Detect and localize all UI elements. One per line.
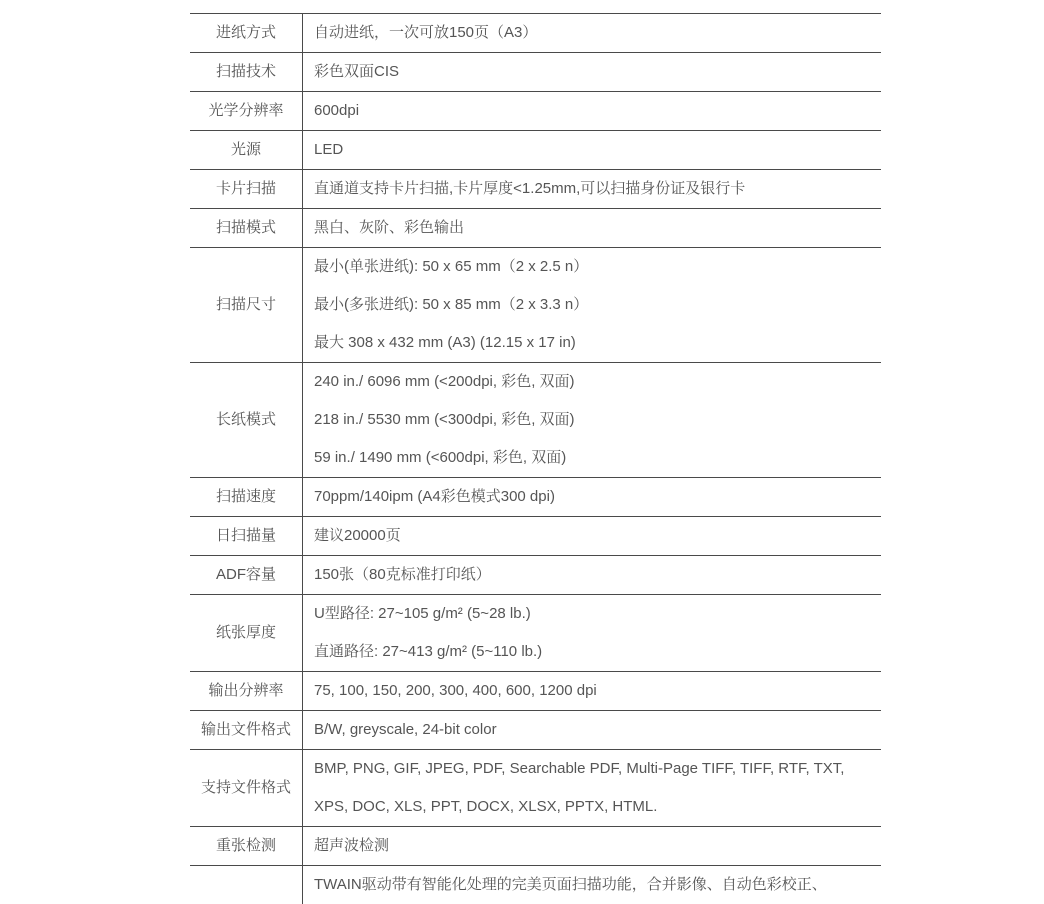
spec-value-line: 75, 100, 150, 200, 300, 400, 600, 1200 dpi bbox=[314, 672, 881, 710]
spec-label: 纸张厚度 bbox=[190, 595, 303, 672]
spec-value-line: 最小(多张进纸): 50 x 85 mm（2 x 3.3 n） bbox=[314, 286, 881, 324]
spec-value bbox=[303, 209, 882, 248]
spec-row bbox=[190, 14, 881, 53]
spec-value bbox=[303, 363, 882, 478]
spec-label: 扫描模式 bbox=[190, 209, 303, 248]
spec-value-line: 彩色双面CIS bbox=[314, 53, 881, 91]
spec-label: 输出分辨率 bbox=[190, 672, 303, 711]
spec-value-line: BMP, PNG, GIF, JPEG, PDF, Searchable PDF, Multi-Page TIFF, TIFF, RTF, TXT, bbox=[314, 750, 881, 788]
spec-value-line: 黑白、灰阶、彩色输出 bbox=[314, 209, 881, 247]
spec-value bbox=[303, 517, 882, 556]
spec-label bbox=[190, 866, 303, 904]
spec-value bbox=[303, 92, 882, 131]
spec-value-line: 自动进纸，一次可放150页（A3） bbox=[314, 14, 881, 52]
spec-label: ADF容量 bbox=[190, 556, 303, 595]
spec-row bbox=[190, 209, 881, 248]
spec-row bbox=[190, 672, 881, 711]
spec-value bbox=[303, 595, 882, 672]
spec-value-line: 150张（80克标准打印纸） bbox=[314, 556, 881, 594]
spec-value-line: B/W, greyscale, 24-bit color bbox=[314, 711, 881, 749]
spec-label: 扫描速度 bbox=[190, 478, 303, 517]
spec-row bbox=[190, 131, 881, 170]
spec-value-line: XPS, DOC, XLS, PPT, DOCX, XLSX, PPTX, HTML. bbox=[314, 788, 881, 826]
spec-table-body bbox=[190, 14, 881, 904]
spec-label: 支持文件格式 bbox=[190, 750, 303, 827]
spec-label: 扫描尺寸 bbox=[190, 248, 303, 363]
spec-row bbox=[190, 556, 881, 595]
spec-row bbox=[190, 517, 881, 556]
spec-row bbox=[190, 866, 881, 904]
spec-row bbox=[190, 170, 881, 209]
spec-row bbox=[190, 363, 881, 478]
spec-label: 卡片扫描 bbox=[190, 170, 303, 209]
spec-value bbox=[303, 14, 882, 53]
spec-row bbox=[190, 750, 881, 827]
spec-value-line: 59 in./ 1490 mm (<600dpi, 彩色, 双面) bbox=[314, 439, 881, 477]
spec-value-line: 直通路径: 27~413 g/m² (5~110 lb.) bbox=[314, 633, 881, 671]
spec-row bbox=[190, 53, 881, 92]
spec-row bbox=[190, 478, 881, 517]
spec-label: 重张检测 bbox=[190, 827, 303, 866]
spec-value-line: LED bbox=[314, 131, 881, 169]
spec-value-line: 建议20000页 bbox=[314, 517, 881, 555]
spec-value-line: 最大 308 x 432 mm (A3) (12.15 x 17 in) bbox=[314, 324, 881, 362]
spec-value bbox=[303, 750, 882, 827]
spec-label: 光源 bbox=[190, 131, 303, 170]
spec-value-line: 超声波检测 bbox=[314, 827, 881, 865]
spec-value-line: 240 in./ 6096 mm (<200dpi, 彩色, 双面) bbox=[314, 363, 881, 401]
spec-value-line: 218 in./ 5530 mm (<300dpi, 彩色, 双面) bbox=[314, 401, 881, 439]
spec-label: 扫描技术 bbox=[190, 53, 303, 92]
spec-label: 进纸方式 bbox=[190, 14, 303, 53]
spec-label: 输出文件格式 bbox=[190, 711, 303, 750]
spec-value-line: TWAIN驱动带有智能化处理的完美页面扫描功能，合并影像、自动色彩校正、 bbox=[314, 866, 881, 904]
spec-table bbox=[190, 13, 881, 904]
spec-value bbox=[303, 866, 882, 904]
spec-value bbox=[303, 478, 882, 517]
spec-value bbox=[303, 556, 882, 595]
spec-value-line: 最小(单张进纸): 50 x 65 mm（2 x 2.5 n） bbox=[314, 248, 881, 286]
spec-value bbox=[303, 53, 882, 92]
spec-label: 长纸模式 bbox=[190, 363, 303, 478]
spec-value bbox=[303, 827, 882, 866]
spec-row bbox=[190, 595, 881, 672]
spec-row bbox=[190, 248, 881, 363]
spec-value bbox=[303, 170, 882, 209]
spec-row bbox=[190, 711, 881, 750]
spec-value bbox=[303, 711, 882, 750]
spec-label: 光学分辨率 bbox=[190, 92, 303, 131]
spec-row bbox=[190, 92, 881, 131]
spec-row bbox=[190, 827, 881, 866]
spec-value-line: 直通道支持卡片扫描,卡片厚度<1.25mm,可以扫描身份证及银行卡 bbox=[314, 170, 881, 208]
spec-value bbox=[303, 672, 882, 711]
spec-value bbox=[303, 131, 882, 170]
spec-label: 日扫描量 bbox=[190, 517, 303, 556]
spec-value-line: U型路径: 27~105 g/m² (5~28 lb.) bbox=[314, 595, 881, 633]
spec-value bbox=[303, 248, 882, 363]
spec-value-line: 70ppm/140ipm (A4彩色模式300 dpi) bbox=[314, 478, 881, 516]
spec-value-line: 600dpi bbox=[314, 92, 881, 130]
